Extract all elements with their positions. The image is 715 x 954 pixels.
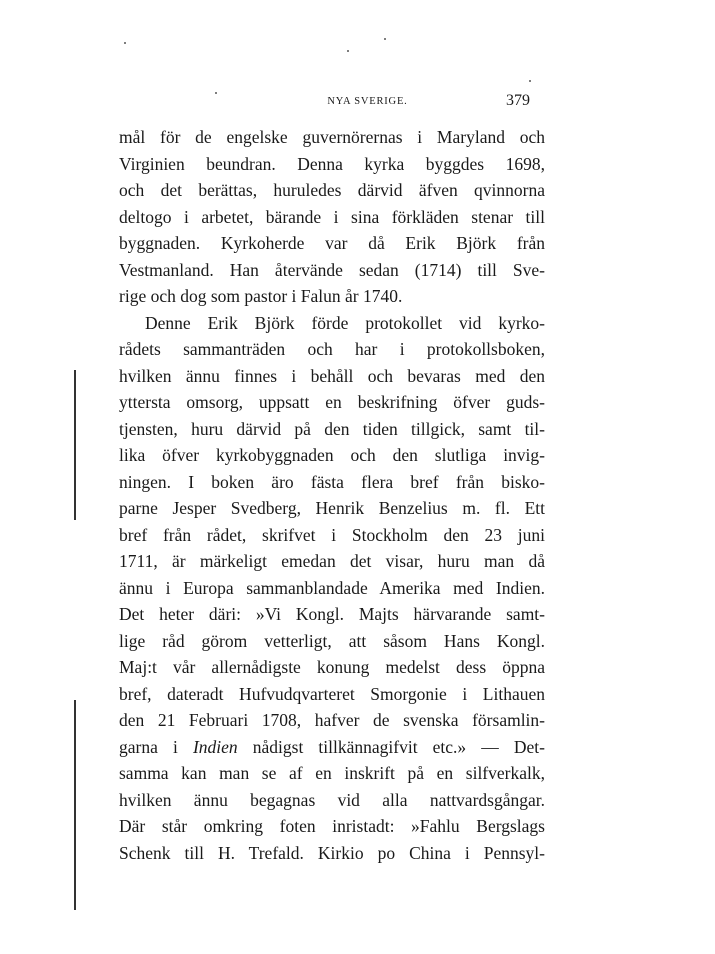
text-line: rådets sammanträden och har i protokollsboken, [119,339,545,359]
text-line: 1711, är märkeligt emedan det visar, huru man då [119,551,545,571]
margin-rule-lower [74,700,76,910]
scan-speck [215,92,217,94]
margin-rule-upper [74,370,76,520]
text-line: tjensten, huru därvid på den tiden tillgick, samt til- [119,418,545,439]
text-line: Där står omkring foten inristadt: »Fahlu Bergslags [119,816,545,836]
text-line: samma kan man se af en inskrift på en silfverkalk, [119,763,545,783]
text-line: Denne Erik Björk förde protokollet vid kyrko- [145,312,545,333]
text-line: parne Jesper Svedberg, Henrik Benzelius m. fl. Ett [119,498,545,518]
text-line: Maj:t vår allernådigste konung medelst dess öppna [119,657,545,677]
text-line: hvilken ännu finnes i behåll och bevaras med den [119,365,545,386]
text-line: mål för de engelske guvernörernas i Maryland och [119,127,545,147]
text-line: ännu i Europa sammanblandade Amerika med Indien. [119,577,545,598]
scan-speck [529,80,531,82]
text-line: Vestmanland. Han återvände sedan (1714) till Sve- [119,259,545,280]
text-line: yttersta omsorg, uppsatt en beskrifning öfver guds- [119,392,545,412]
text-run: nådigst tillkännagifvit etc.» — Det- [237,736,545,757]
text-line: byggnaden. Kyrkoherde var då Erik Björk från [119,233,545,253]
text-line-italic [119,734,545,761]
text-run: garna i [119,736,193,757]
page-number: 379 [506,92,530,109]
text-line: deltogo i arbetet, bärande i sina förkläden stenar till [119,206,545,227]
scan-speck [124,42,126,44]
body-text [119,124,545,866]
scan-speck [384,38,386,40]
italic-word: Indien [192,736,238,757]
text-line: Virginien beundran. Denna kyrka byggdes 1698, [119,153,545,174]
text-line: lige råd görom vetterligt, att såsom Hans Kongl. [119,630,545,651]
text-line: hvilken ännu begagnas vid alla nattvardsgångar. [119,789,545,810]
text-line: och det berättas, huruledes därvid äfven qvinnorna [119,180,545,200]
text-line: bref från rådet, skrifvet i Stockholm den 23 juni [119,524,545,545]
scan-speck [347,50,349,52]
text-line: lika öfver kyrkobyggnaden och den slutliga invig- [119,445,545,465]
text-line: den 21 Februari 1708, hafver de svenska församlin- [119,710,545,730]
text-line: ningen. I boken äro fästa flera bref från bisko- [119,471,545,492]
running-head: NYA SVERIGE. [327,96,408,107]
text-line: Det heter däri: »Vi Kongl. Majts härvarande samt- [119,604,545,624]
text-line: Schenk till H. Trefald. Kirkio po China i Pennsyl- [119,842,545,863]
text-line: rige och dog som pastor i Falun år 1740. [119,286,403,306]
text-line: bref, dateradt Hufvudqvarteret Smorgonie i Lithauen [119,683,545,704]
